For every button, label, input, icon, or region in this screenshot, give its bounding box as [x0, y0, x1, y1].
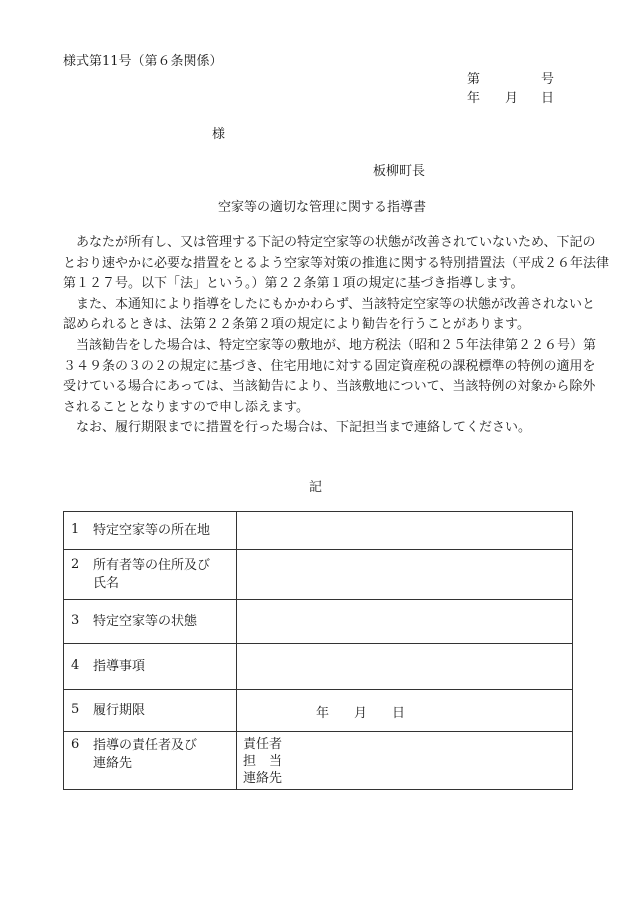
deadline-year-label: 年 [316, 705, 330, 721]
item-label-cell [64, 512, 237, 550]
body-line: 受けている場合にあっては、当該勧告により、当該敷地について、当該特例の対象から除外 [63, 379, 596, 395]
item-label: 指導事項 [93, 658, 146, 674]
item-label: 特定空家等の所在地 [93, 522, 211, 538]
document-title: 空家等の適切な管理に関する指導書 [218, 200, 427, 215]
item-value-cell[interactable] [237, 644, 573, 690]
item-label-line2: 氏名 [93, 575, 120, 591]
addressee: 様 [212, 127, 226, 142]
body-line: 当該勧告をした場合は、特定空家等の敷地が、地方税法（昭和２５年法律第２２６号）第 [63, 337, 597, 353]
table-row [64, 690, 573, 732]
items-table [63, 511, 573, 790]
body-line: また、本通知により指導をしたにもかかわらず、当該特定空家等の状態が改善されないと [63, 296, 595, 312]
body-text [63, 233, 610, 439]
item-label-cell [64, 644, 237, 690]
body-line: あなたが所有し、又は管理する下記の特定空家等の状態が改善されていないため、下記の [63, 235, 596, 250]
item-label: 履行期限 [93, 702, 146, 718]
deadline-cell[interactable] [237, 690, 573, 732]
item-value-cell[interactable] [237, 550, 573, 600]
issuer: 板柳町長 [373, 164, 426, 179]
body-line: ３４９条の３の２の規定に基づき、住宅用地に対する固定資産税の課税標準の特例の適用を [63, 358, 596, 374]
deadline-day-label: 日 [392, 705, 406, 721]
item-value-cell[interactable] [237, 512, 573, 550]
form-number: 様式第11号（第６条関係） [63, 54, 223, 69]
item-label-line2: 連絡先 [93, 756, 133, 771]
table-row [64, 644, 573, 690]
contact-cell[interactable] [237, 732, 573, 790]
body-line: なお、履行期限までに措置を行った場合は、下記担当まで連絡してください。 [63, 420, 532, 436]
body-line: 認められるときは、法第２２条第２項の規定により勧告を行うことがあります。 [63, 317, 530, 333]
item-label [93, 737, 197, 773]
contact-staff-label: 担 当 [243, 754, 283, 769]
item-number: 5 [71, 701, 80, 717]
table-row [64, 732, 573, 790]
doc-number-suffix: 号 [541, 72, 555, 87]
item-label: 特定空家等の状態 [93, 613, 198, 629]
body-line: されることとなりますので申し添えます。 [63, 399, 309, 415]
table-row [64, 550, 573, 600]
item-number: 3 [71, 612, 80, 628]
contact-responsible-label: 責任者 [243, 737, 283, 752]
date-day-label: 日 [541, 91, 555, 106]
item-label [93, 557, 210, 593]
deadline-month-label: 月 [354, 705, 368, 721]
date-month-label: 月 [505, 91, 519, 106]
item-label-cell [64, 550, 237, 600]
date-year-label: 年 [467, 91, 481, 106]
item-number: 6 [71, 737, 80, 752]
contact-phone-label: 連絡先 [243, 771, 283, 786]
item-label-cell [64, 732, 237, 790]
item-label-cell [64, 600, 237, 644]
doc-number-prefix: 第 [467, 72, 481, 87]
item-label-cell [64, 690, 237, 732]
body-line: とおり速やかに必要な措置をとるよう空家等対策の推進に関する特別措置法（平成２６年法律 [63, 255, 610, 271]
body-line: 第１２７号。以下「法」という。）第２２条第１項の規定に基づき指導します。 [63, 276, 524, 292]
table-row [64, 600, 573, 644]
ki-label: 記 [309, 480, 323, 495]
item-number: 4 [71, 657, 80, 673]
item-label-line1: 指導の責任者及び [93, 738, 198, 753]
item-value-cell[interactable] [237, 600, 573, 644]
table-row [64, 512, 573, 550]
item-number: 1 [71, 521, 80, 537]
item-number: 2 [71, 556, 80, 572]
item-label-line1: 所有者等の住所及び [93, 557, 211, 573]
